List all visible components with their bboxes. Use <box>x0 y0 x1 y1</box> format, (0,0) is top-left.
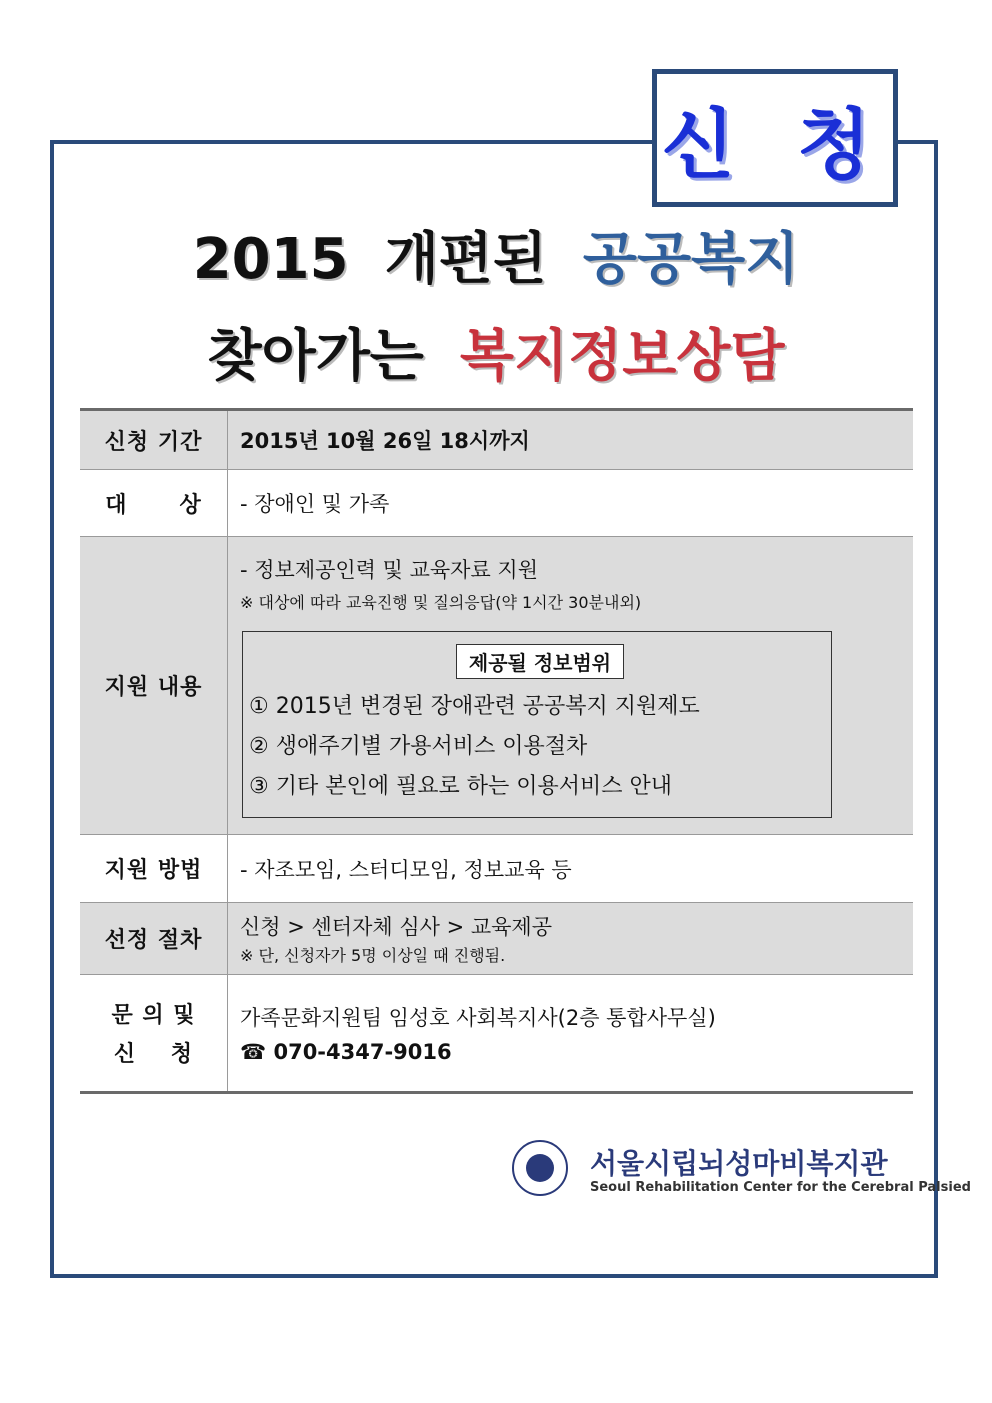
title-line-2 <box>0 312 992 392</box>
label-period: 신청 기간 <box>80 410 228 470</box>
info-scope-title: 제공될 정보범위 <box>456 644 624 679</box>
info-scope-box <box>242 631 832 818</box>
label-method: 지원 방법 <box>80 835 228 903</box>
apply-stamp <box>652 69 898 207</box>
value-support <box>228 537 914 835</box>
row-selection <box>80 903 913 975</box>
stamp-text: 신 청 <box>661 99 889 189</box>
row-target <box>80 470 913 537</box>
value-selection <box>228 903 914 975</box>
org-logo <box>512 1140 971 1200</box>
selection-note: ※ 단, 신청자가 5명 이상일 때 진행됨. <box>240 946 506 965</box>
label-selection: 선정 절차 <box>80 903 228 975</box>
title-welfare-counseling: 복지정보상담 <box>459 324 785 389</box>
title-word-revised: 개편된 <box>384 227 547 292</box>
title-line-1 <box>0 215 992 295</box>
row-support <box>80 537 913 835</box>
selection-steps: 신청 > 센터자체 심사 > 교육제공 <box>240 915 552 939</box>
org-korean-name: 서울시립뇌성마비복지관 <box>590 1147 888 1180</box>
support-line: - 정보제공인력 및 교육자료 지원 <box>240 557 538 582</box>
value-method: - 자조모임, 스터디모임, 정보교육 등 <box>228 835 914 903</box>
org-emblem-icon <box>512 1140 568 1196</box>
value-contact <box>228 975 914 1093</box>
support-note: ※ 대상에 따라 교육진행 및 질의응답(약 1시간 30분내외) <box>240 592 642 612</box>
row-method <box>80 835 913 903</box>
org-english-name: Seoul Rehabilitation Center for the Cerebral Palsied <box>590 1180 971 1195</box>
title-public-welfare: 공공복지 <box>582 227 800 292</box>
title-visiting: 찾아가는 <box>207 324 424 389</box>
info-table <box>80 408 913 1094</box>
label-contact-line1: 문 의 및 <box>111 1003 196 1028</box>
title-year: 2015 <box>192 227 349 292</box>
value-period: 2015년 10월 26일 18시까지 <box>228 410 914 470</box>
row-period <box>80 410 913 470</box>
value-target: - 장애인 및 가족 <box>228 470 914 537</box>
label-support: 지원 내용 <box>80 537 228 835</box>
label-contact-line2: 신 청 <box>113 1042 194 1067</box>
label-target: 대 상 <box>80 470 228 537</box>
row-contact <box>80 975 913 1093</box>
info-scope-item: ② 생애주기별 가용서비스 이용절차 <box>249 733 588 759</box>
contact-person: 가족문화지원팀 임성호 사회복지사(2층 통합사무실) <box>240 1006 716 1030</box>
info-scope-item: ③ 기타 본인에 필요로 하는 이용서비스 안내 <box>249 773 672 799</box>
info-scope-item: ① 2015년 변경된 장애관련 공공복지 지원제도 <box>249 693 700 719</box>
contact-phone: ☎ 070-4347-9016 <box>240 1040 452 1064</box>
label-contact <box>80 975 228 1093</box>
